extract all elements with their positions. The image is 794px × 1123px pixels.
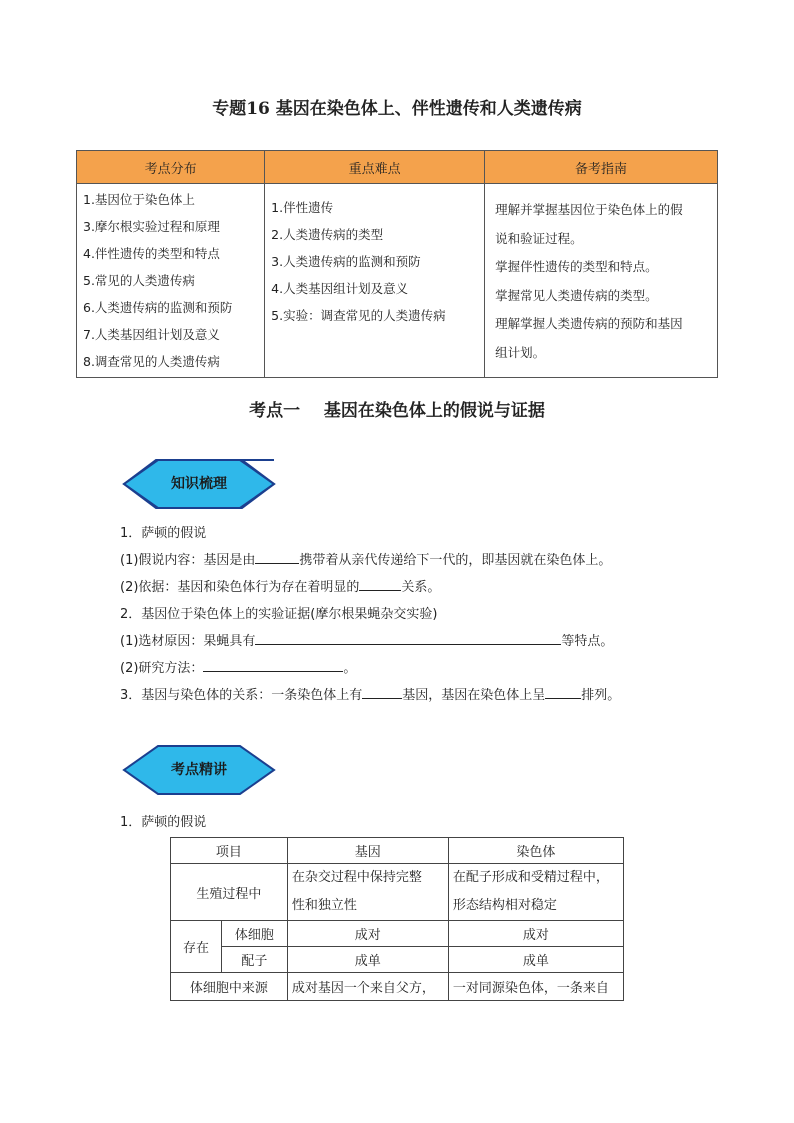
list-item: 理解并掌握基因位于染色体上的假 <box>495 202 683 217</box>
header-distribution: 考点分布 <box>77 151 265 184</box>
table-cell: 在配子形成和受精过程中， 形态结构相对稳定 <box>448 864 623 921</box>
list-item: 5.实验：调查常见的人类遗传病 <box>271 308 446 323</box>
knowledge-badge <box>122 458 276 510</box>
badge-label: 知识梳理 <box>171 476 227 492</box>
header-key-points: 重点难点 <box>265 151 485 184</box>
table-cell: 一对同源染色体，一条来自 <box>448 973 623 1001</box>
list-item: 3.摩尔根实验过程和原理 <box>83 219 220 234</box>
section-heading: 考点一 基因在染色体上的假说与证据 <box>249 401 545 421</box>
list-item: 2.人类遗传病的类型 <box>271 227 384 242</box>
fill-blank[interactable] <box>203 657 343 672</box>
table-cell: 成对 <box>448 921 623 947</box>
key-points-cell <box>265 184 485 378</box>
knowledge-line: 2．基因位于染色体上的实验证据(摩尔根果蝇杂交实验) <box>120 607 438 622</box>
list-item: 掌握伴性遗传的类型和特点。 <box>495 259 658 274</box>
guide-cell <box>485 184 718 378</box>
list-item: 1.伴性遗传 <box>271 200 334 215</box>
knowledge-line: (2)研究方法： 。 <box>120 655 620 682</box>
list-item: 3.人类遗传病的监测和预防 <box>271 254 421 269</box>
table-cell: 成对基因一个来自父方， <box>287 973 448 1001</box>
knowledge-line: (1)假说内容：基因是由 携带着从亲代传递给下一代的，即基因就在染色体上。 <box>120 547 620 574</box>
list-item: 7.人类基因组计划及意义 <box>83 327 220 342</box>
overview-table <box>76 150 718 378</box>
header-guide: 备考指南 <box>485 151 718 184</box>
list-item: 理解掌握人类遗传病的预防和基因 <box>495 316 683 331</box>
knowledge-line: 1．萨顿的假说 <box>120 526 207 541</box>
sutton-table <box>170 837 624 1001</box>
header-item: 项目 <box>171 838 288 864</box>
fill-blank[interactable] <box>545 684 581 699</box>
knowledge-line: (2)依据：基因和染色体行为存在着明显的 关系。 <box>120 574 620 601</box>
list-item: 8.调查常见的人类遗传病 <box>83 354 220 369</box>
knowledge-line: 3．基因与染色体的关系：一条染色体上有 基因，基因在染色体上呈 排列。 <box>120 682 620 709</box>
row-sublabel: 配子 <box>222 947 288 973</box>
knowledge-line: (1)选材原因：果蝇具有 等特点。 <box>120 628 620 655</box>
key-explain-badge <box>122 744 276 796</box>
fill-blank[interactable] <box>255 549 299 564</box>
list-item: 1.基因位于染色体上 <box>83 192 195 207</box>
list-item: 4.伴性遗传的类型和特点 <box>83 246 220 261</box>
row-label: 体细胞中来源 <box>171 973 288 1001</box>
row-label: 存在 <box>171 921 222 973</box>
list-item: 组计划。 <box>495 344 546 360</box>
table-cell: 成单 <box>448 947 623 973</box>
knowledge-lines <box>120 520 620 709</box>
header-chromosome: 染色体 <box>448 838 623 864</box>
table-cell: 在杂交过程中保持完整 性和独立性 <box>287 864 448 921</box>
detail-intro: 1．萨顿的假说 <box>120 815 207 830</box>
list-item: 掌握常见人类遗传病的类型。 <box>495 287 658 303</box>
row-label: 生殖过程中 <box>171 864 288 921</box>
list-item: 6.人类遗传病的监测和预防 <box>83 300 233 315</box>
fill-blank[interactable] <box>255 630 561 645</box>
list-item: 说和验证过程。 <box>495 230 583 246</box>
distribution-cell <box>77 184 265 378</box>
page-title: 专题16 基因在染色体上、伴性遗传和人类遗传病 <box>212 99 582 119</box>
fill-blank[interactable] <box>359 576 401 591</box>
list-item: 4.人类基因组计划及意义 <box>271 281 409 296</box>
table-cell: 成单 <box>287 947 448 973</box>
list-item: 5.常见的人类遗传病 <box>83 273 195 288</box>
row-sublabel: 体细胞 <box>222 921 288 947</box>
table-cell: 成对 <box>287 921 448 947</box>
header-gene: 基因 <box>287 838 448 864</box>
fill-blank[interactable] <box>362 684 402 699</box>
badge-label: 考点精讲 <box>171 762 227 778</box>
